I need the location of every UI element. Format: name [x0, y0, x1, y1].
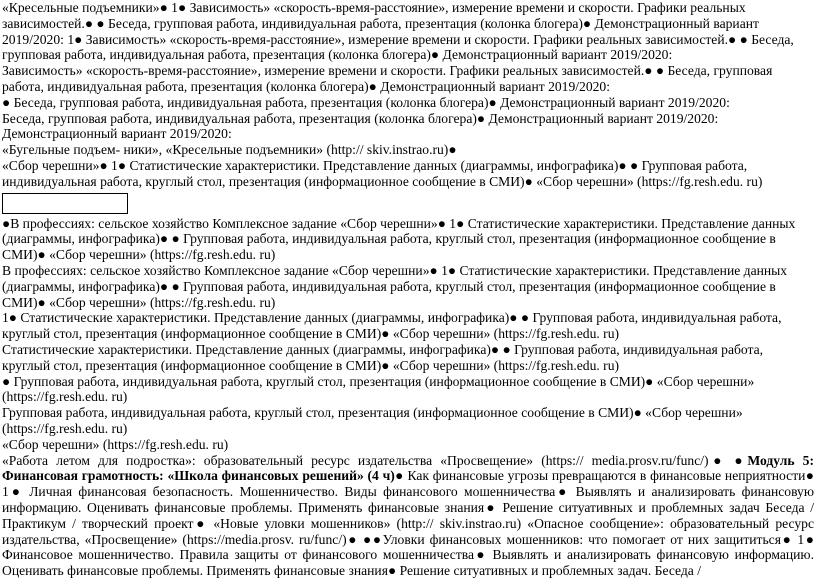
module-paragraph [2, 453, 814, 579]
paragraph: В профессиях: сельское хозяйство Комплексное задание «Сбор черешни»● 1● Статистические характеристики. Представление данных (диаграммы, инфографика)● ● Групповая работа, индивидуальная работа, круглый стол, презентация (информационное сообщение в СМИ)● «Сбор черешни» (https://fg.resh.edu. ru) [2, 262, 788, 310]
module-intro-text: «Работа летом для подростка»: образовательный ресурс издательства «Просвещение» (https:// media.prosv.ru/func/)● ● [2, 452, 748, 468]
paragraph: Групповая работа, индивидуальная работа, круглый стол, презентация (информационное сообщение в СМИ)● «Сбор черешни» (https://fg.resh.edu. ru) [2, 405, 743, 436]
paragraph: ● Беседа, групповая работа, индивидуальная работа, презентация (колонка блогера)● Демонстрационный вариант 2019/2020: [2, 94, 730, 110]
top-text-block [2, 0, 814, 190]
paragraph: «Бугельные подъем- ники», «Кресельные подъемники» (http:// skiv.instrao.ru)● [2, 142, 457, 158]
bottom-text-block [2, 216, 814, 579]
module-heading: Модуль 5: Финансовая грамотность: «Школа финансовых решений» (4 ч)● [2, 452, 814, 484]
module-body-text: Как финансовые угрозы превращаются в финансовые неприятности● 1● Личная финансовая безопасность. Мошенничество. Виды финансового мошенничества● Выявлять и анализировать финансовую информацию. Оценивать финансовые проблемы. Применять финансовые знания● Решение ситуативных и проблемных задач Беседа / Практикум / творческий проект● «Новые уловки мошенников» (http:// skiv.instrao.ru) «Опасное сообщение»: образовательный ресурс издательства, «Просвещение» (https://media.prosv. ru/func/)● ●●Уловки финансовых мошенников: что помогает от них защититься● 1● Финансовое мошенничество. Правила защиты от финансового мошенничества● Выявлять и анализировать финансовую информацию. Оценивать финансовые проблемы. Применять финансовые знания● Решение ситуативных и проблемных задач. Беседа / [2, 468, 815, 579]
paragraph: «Сбор черешни»● 1● Статистические характеристики. Представление данных (диаграммы, инфографика)● ● Групповая работа, индивидуальная работа, круглый стол, презентация (информационное сообщение в СМИ)● «Сбор черешни» (https://fg.resh.edu. ru) [2, 157, 763, 189]
empty-frame [2, 193, 128, 214]
paragraph: Демонстрационный вариант 2019/2020: [2, 126, 232, 142]
paragraph: Беседа, групповая работа, индивидуальная работа, презентация (колонка блогера)● Демонстрационный вариант 2019/2020: [2, 110, 719, 126]
paragraph: «Сбор черешни» (https://fg.resh.edu. ru) [2, 436, 229, 452]
paragraph: 1● Статистические характеристики. Представление данных (диаграммы, инфографика)● ● Групповая работа, индивидуальная работа, круглый стол, презентация (информационное сообщение в СМИ)● «Сбор черешни» (https://fg.resh.edu. ru) [2, 310, 782, 342]
paragraph: «Кресельные подъемники»● 1● Зависимость» «скорость-время-расстояние», измерение времени и скорости. Графики реальных зависимостей.● ● Беседа, групповая работа, индивидуальная работа, презентация (колонка блогера)● Демонстрационный вариант 2019/2020: 1● Зависимость» «скорость-время-расстояние», измерение времени и скорости. Графики реальных зависимостей.● ● Беседа, групповая работа, индивидуальная работа, презентация (колонка блогера)● Демонстрационный вариант 2019/2020: [2, 0, 794, 63]
paragraph: ●В профессиях: сельское хозяйство Комплексное задание «Сбор черешни»● 1● Статистические характеристики. Представление данных (диаграммы, инфографика)● ● Групповая работа, индивидуальная работа, круглый стол, презентация (информационное сообщение в СМИ)● «Сбор черешни» (https://fg.resh.edu. ru) [2, 215, 796, 263]
paragraph: ● Групповая работа, индивидуальная работа, круглый стол, презентация (информационное сообщение в СМИ)● «Сбор черешни» (https://fg.resh.edu. ru) [2, 373, 755, 405]
paragraph: Статистические характеристики. Представление данных (диаграммы, инфографика)● ● Групповая работа, индивидуальная работа, круглый стол, презентация (информационное сообщение в СМИ)● «Сбор черешни» (https://fg.resh.edu. ru) [2, 341, 764, 373]
paragraph: Зависимость» «скорость-время-расстояние», измерение времени и скорости. Графики реальных зависимостей.● ● Беседа, групповая работа, индивидуальная работа, презентация (колонка блогера)● Демонстрационный вариант 2019/2020: [2, 63, 773, 94]
